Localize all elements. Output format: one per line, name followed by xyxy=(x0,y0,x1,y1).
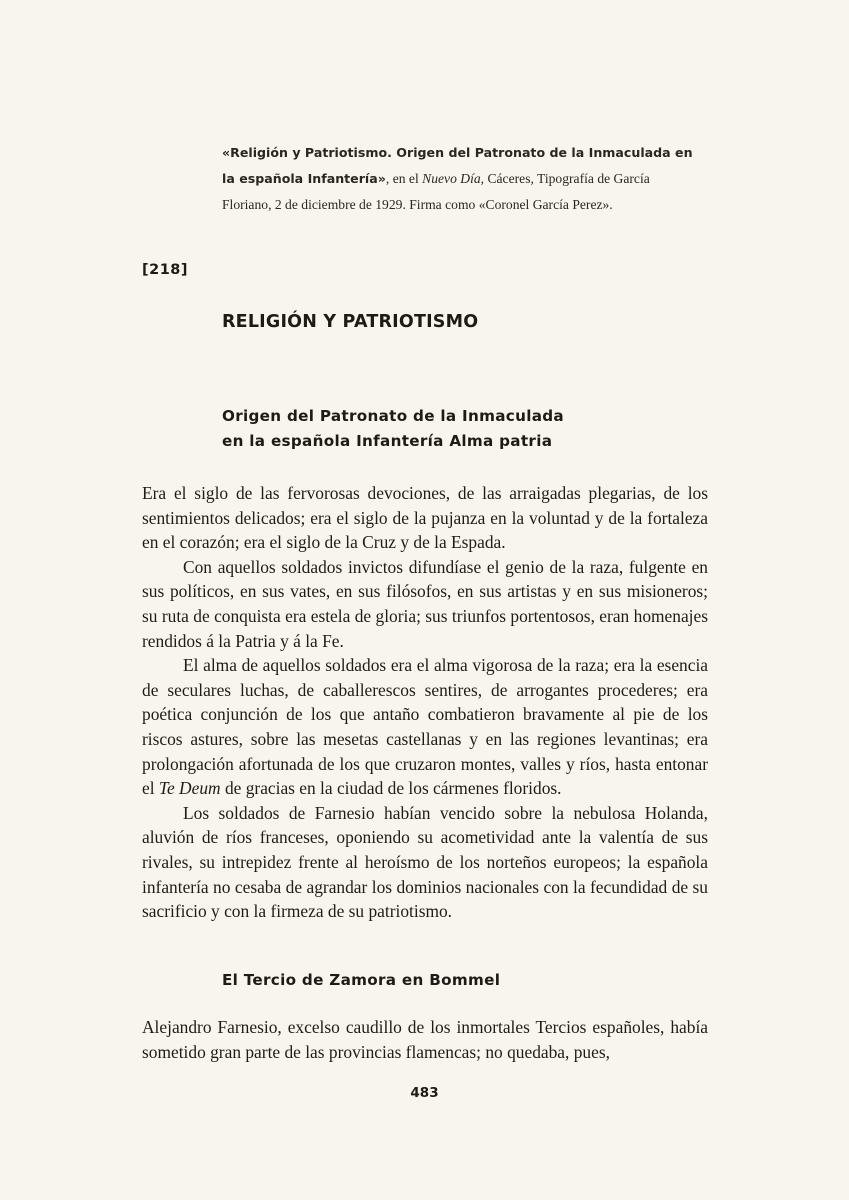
source-note-title: «Religión y Patriotismo. Origen del Patronato de la Inmaculada en la española Infantería» xyxy=(222,145,693,186)
section-heading-1 xyxy=(222,404,564,454)
section-2-body xyxy=(142,1015,708,1064)
paragraph-3 xyxy=(142,653,708,801)
page-number: 483 xyxy=(410,1085,439,1101)
paragraph-3-part-2: de gracias en la ciudad de los cármenes floridos. xyxy=(220,778,562,799)
section-heading-1-line-2: en la española Infantería Alma patria xyxy=(222,432,553,450)
paragraph-1: Era el siglo de las fervorosas devociones, de las arraigadas plegarias, de los sentimientos delicados; era el siglo de la pujanza en la voluntad y de la fortaleza en el corazón; era el siglo de la Cruz y de la Espada. xyxy=(142,483,708,553)
main-title: RELIGIÓN Y PATRIOTISMO xyxy=(222,312,479,332)
paragraph-4: Los soldados de Farnesio habían vencido sobre la nebulosa Holanda, aluvión de ríos franceses, oponiendo su acometividad ante la valentía de sus rivales, su intrepidez frente al heroísmo de los norteños europeos; la española infantería no cesaba de agrandar los dominios nacionales con la fecundidad de su sacrificio y con la firmeza de su patriotismo. xyxy=(142,802,708,922)
source-note-text: , en el xyxy=(385,171,423,186)
document-number: [218] xyxy=(142,262,189,278)
paragraph-3-italic: Te Deum xyxy=(158,778,221,799)
source-note-details: Cáceres, Tipografía de García Floriano, 2 de diciembre de 1929. Firma como «Coronel García Perez». xyxy=(222,171,650,212)
source-note xyxy=(222,140,700,218)
section-heading-2: El Tercio de Zamora en Bommel xyxy=(222,971,501,989)
paragraph-2: Con aquellos soldados invictos difundíase el genio de la raza, fulgente en sus políticos, en sus vates, en sus filósofos, en sus artistas y en sus misioneros; su ruta de conquista era estela de gloria; sus triunfos portentosos, eran homenajes rendidos á la Patria y á la Fe. xyxy=(142,556,708,651)
source-note-publication: Nuevo Día, xyxy=(422,171,485,186)
section-heading-1-line-1: Origen del Patronato de la Inmaculada xyxy=(222,407,564,425)
section-2-paragraph-1: Alejandro Farnesio, excelso caudillo de los inmortales Tercios españoles, había sometido gran parte de las provincias flamencas; no quedaba, pues, xyxy=(142,1017,708,1062)
section-1-body xyxy=(142,481,708,924)
paragraph-3-part-1: El alma de aquellos soldados era el alma vigorosa de la raza; era la esencia de seculares luchas, de caballerescos sentires, de arrogantes procederes; era poética conjunción de los que antaño combatieron bravamente al pie de los riscos astures, sobre las mesetas castellanas y en las regiones levantinas; era prolongación afortunada de los que cruzaron montes, valles y ríos, hasta entonar el xyxy=(142,655,708,799)
